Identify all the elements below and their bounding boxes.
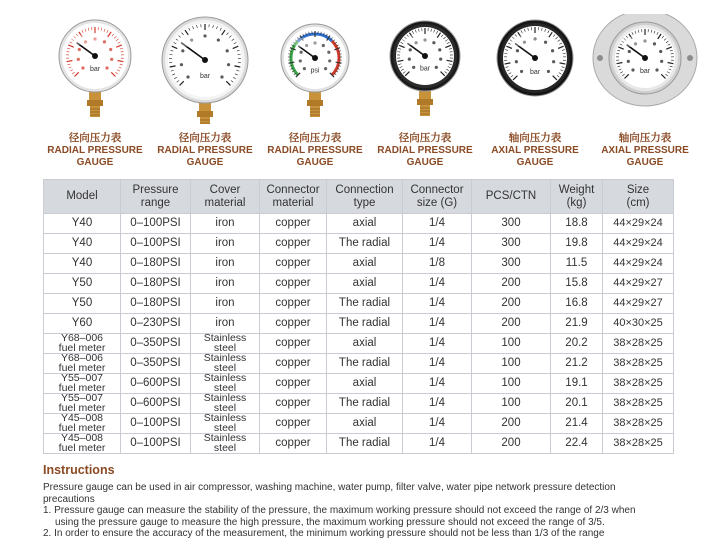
cell-size-g: 1/4 bbox=[403, 314, 472, 334]
cell-cover bbox=[191, 274, 260, 294]
cell-size-cm: 38×28×25 bbox=[603, 394, 674, 414]
cell-connector: copper bbox=[260, 314, 327, 334]
cell-size-cm: 44×29×24 bbox=[603, 254, 674, 274]
cell-line: iron bbox=[215, 237, 235, 249]
gauge-unit-label: psi bbox=[310, 67, 320, 75]
product-name-en: RADIAL PRESSURE bbox=[377, 145, 473, 156]
cell-size-cm: 44×29×24 bbox=[603, 214, 674, 234]
cell-size-g: 1/4 bbox=[403, 434, 472, 454]
column-header-line: PCS/CTN bbox=[485, 190, 537, 202]
column-header bbox=[603, 180, 674, 214]
cell-type: The radial bbox=[327, 434, 403, 454]
column-header bbox=[260, 180, 327, 214]
cell-pcs: 100 bbox=[472, 394, 551, 414]
pressure-gauge-image bbox=[40, 14, 150, 122]
table-body bbox=[44, 214, 674, 454]
column-header bbox=[44, 180, 121, 214]
cell-line: iron bbox=[215, 257, 235, 269]
cell-range: 0–350PSI bbox=[121, 334, 191, 354]
cell-model bbox=[44, 214, 121, 234]
gauge-icon bbox=[150, 14, 260, 124]
column-header-line: Connector bbox=[266, 183, 320, 196]
table-row bbox=[44, 434, 674, 454]
instruction-line: 2. In order to ensure the accuracy of the measurement, the minimum working pressure should not be less than 1/3 of the range bbox=[43, 528, 605, 539]
table-header-row bbox=[44, 180, 674, 214]
instructions-title: Instructions bbox=[43, 463, 115, 477]
cell-line: fuel meter bbox=[58, 421, 106, 434]
cell-range: 0–180PSI bbox=[121, 294, 191, 314]
cell-type: axial bbox=[327, 214, 403, 234]
cell-cover bbox=[191, 354, 260, 374]
product-card bbox=[40, 14, 150, 168]
gauge-icon bbox=[370, 14, 480, 124]
table-row bbox=[44, 394, 674, 414]
cell-model bbox=[44, 234, 121, 254]
cell-line: Y55–007 bbox=[60, 372, 104, 384]
column-header-line: material bbox=[204, 196, 246, 209]
cell-line: Y40 bbox=[71, 217, 93, 229]
instructions-body bbox=[43, 482, 683, 540]
cell-weight: 21.4 bbox=[551, 414, 603, 434]
cell-model bbox=[44, 294, 121, 314]
instruction-line: 1. Pressure gauge can measure the stability of the pressure, the maximum working pressure should not exceed the range of 2/3 when bbox=[43, 505, 636, 516]
cell-connector: copper bbox=[260, 394, 327, 414]
product-name-cn: 径向压力表 bbox=[288, 132, 342, 144]
cell-size-g: 1/4 bbox=[403, 334, 472, 354]
instruction-line: precautions bbox=[43, 493, 95, 505]
cell-weight: 11.5 bbox=[551, 254, 603, 274]
column-header-line: (cm) bbox=[626, 196, 650, 209]
cell-line: fuel meter bbox=[58, 361, 106, 374]
column-header-line: Connection bbox=[335, 183, 394, 196]
column-header-line: Size bbox=[626, 183, 650, 196]
instruction-line: Pressure gauge can be used in air compressor, washing machine, water pump, filter valve, water pipe network pressure detection bbox=[43, 482, 616, 493]
column-header-line: Pressure bbox=[132, 183, 179, 196]
pressure-gauge-image bbox=[370, 14, 480, 122]
cell-weight: 20.1 bbox=[551, 394, 603, 414]
cell-model bbox=[44, 274, 121, 294]
cell-size-cm: 38×28×25 bbox=[603, 354, 674, 374]
gauge-icon bbox=[40, 14, 150, 124]
cell-line: iron bbox=[215, 217, 235, 229]
column-header bbox=[121, 180, 191, 214]
cell-model bbox=[44, 414, 121, 434]
cell-model bbox=[44, 354, 121, 374]
product-name-cn: 径向压力表 bbox=[68, 132, 122, 144]
cell-connector: copper bbox=[260, 274, 327, 294]
gauge-unit-label: bar bbox=[419, 65, 431, 73]
cell-size-cm: 44×29×27 bbox=[603, 294, 674, 314]
cell-type: The radial bbox=[327, 314, 403, 334]
spec-table bbox=[43, 179, 674, 454]
cell-cover bbox=[191, 214, 260, 234]
column-header bbox=[472, 180, 551, 214]
gauge-unit-label: bar bbox=[529, 68, 541, 76]
cell-cover bbox=[191, 374, 260, 394]
cell-pcs: 100 bbox=[472, 374, 551, 394]
pressure-gauge-image bbox=[150, 14, 260, 122]
cell-size-g: 1/4 bbox=[403, 414, 472, 434]
product-name-en: AXIAL PRESSURE bbox=[491, 145, 579, 156]
product-name-cn: 径向压力表 bbox=[398, 132, 452, 144]
cell-model bbox=[44, 254, 121, 274]
cell-range: 0–180PSI bbox=[121, 274, 191, 294]
product-name-en-line2: GAUGE bbox=[186, 156, 224, 168]
cell-range: 0–100PSI bbox=[121, 214, 191, 234]
cell-line: steel bbox=[213, 361, 237, 374]
cell-connector: copper bbox=[260, 374, 327, 394]
column-header bbox=[551, 180, 603, 214]
cell-type: axial bbox=[327, 414, 403, 434]
cell-pcs: 300 bbox=[472, 214, 551, 234]
cell-size-cm: 38×28×25 bbox=[603, 434, 674, 454]
table-row bbox=[44, 214, 674, 234]
cell-cover bbox=[191, 314, 260, 334]
cell-size-cm: 38×28×25 bbox=[603, 374, 674, 394]
cell-cover bbox=[191, 414, 260, 434]
cell-line: Y68–006 bbox=[60, 352, 104, 364]
cell-line: Stainless bbox=[203, 432, 247, 444]
cell-model bbox=[44, 394, 121, 414]
gauge-icon bbox=[260, 14, 370, 124]
product-card bbox=[150, 14, 260, 168]
table-row bbox=[44, 354, 674, 374]
cell-line: Y40 bbox=[71, 257, 93, 269]
cell-weight: 18.8 bbox=[551, 214, 603, 234]
cell-range: 0–100PSI bbox=[121, 434, 191, 454]
cell-line: Stainless bbox=[203, 352, 247, 364]
cell-size-g: 1/4 bbox=[403, 354, 472, 374]
cell-line: steel bbox=[213, 421, 237, 434]
cell-connector: copper bbox=[260, 234, 327, 254]
cell-line: iron bbox=[215, 277, 235, 289]
cell-model bbox=[44, 434, 121, 454]
cell-size-cm: 44×29×27 bbox=[603, 274, 674, 294]
column-header bbox=[327, 180, 403, 214]
cell-line: fuel meter bbox=[58, 401, 106, 414]
column-header-line: type bbox=[353, 196, 376, 209]
cell-range: 0–600PSI bbox=[121, 374, 191, 394]
column-header-line: Weight bbox=[558, 183, 595, 196]
product-name-en: RADIAL PRESSURE bbox=[47, 145, 143, 156]
product-name-en-line2: GAUGE bbox=[296, 156, 334, 168]
cell-line: iron bbox=[215, 317, 235, 329]
cell-pcs: 100 bbox=[472, 354, 551, 374]
column-header bbox=[191, 180, 260, 214]
cell-model bbox=[44, 314, 121, 334]
table-row bbox=[44, 374, 674, 394]
cell-pcs: 300 bbox=[472, 234, 551, 254]
cell-connector: copper bbox=[260, 254, 327, 274]
cell-size-cm: 40×30×25 bbox=[603, 314, 674, 334]
cell-size-g: 1/8 bbox=[403, 254, 472, 274]
column-header-line: material bbox=[272, 196, 314, 209]
column-header-line: size (G) bbox=[416, 196, 458, 209]
cell-line: Stainless bbox=[203, 372, 247, 384]
instruction-line: using the pressure gauge to measure the high pressure, the maximum working pressure should not exceed the range of 3/5. bbox=[55, 516, 605, 528]
cell-range: 0–100PSI bbox=[121, 414, 191, 434]
cell-line: steel bbox=[213, 401, 237, 414]
cell-weight: 19.1 bbox=[551, 374, 603, 394]
cell-range: 0–100PSI bbox=[121, 234, 191, 254]
cell-type: axial bbox=[327, 334, 403, 354]
table-row bbox=[44, 254, 674, 274]
cell-size-g: 1/4 bbox=[403, 394, 472, 414]
gauge-unit-label: bar bbox=[89, 66, 101, 74]
cell-type: The radial bbox=[327, 354, 403, 374]
table-row bbox=[44, 314, 674, 334]
cell-type: axial bbox=[327, 374, 403, 394]
gauge-unit-label: bar bbox=[199, 73, 211, 81]
cell-line: Stainless bbox=[203, 412, 247, 424]
column-header-line: (kg) bbox=[566, 196, 587, 209]
cell-cover bbox=[191, 334, 260, 354]
cell-weight: 16.8 bbox=[551, 294, 603, 314]
cell-size-cm: 44×29×24 bbox=[603, 234, 674, 254]
cell-connector: copper bbox=[260, 414, 327, 434]
column-header-line: Connector bbox=[410, 183, 464, 196]
cell-weight: 22.4 bbox=[551, 434, 603, 454]
cell-line: fuel meter bbox=[58, 441, 106, 454]
cell-line: Y45–008 bbox=[60, 432, 104, 444]
cell-size-g: 1/4 bbox=[403, 274, 472, 294]
product-card bbox=[370, 14, 480, 168]
pressure-gauge-image bbox=[590, 14, 700, 122]
product-name-cn: 轴向压力表 bbox=[618, 132, 672, 144]
cell-line: steel bbox=[213, 441, 237, 454]
table-row bbox=[44, 274, 674, 294]
product-name-en-line2: GAUGE bbox=[516, 156, 554, 168]
cell-cover bbox=[191, 254, 260, 274]
cell-range: 0–350PSI bbox=[121, 354, 191, 374]
cell-line: iron bbox=[215, 297, 235, 309]
cell-pcs: 200 bbox=[472, 274, 551, 294]
gauge-icon bbox=[480, 14, 590, 124]
pressure-gauge-image bbox=[480, 14, 590, 122]
cell-line: Stainless bbox=[203, 392, 247, 404]
product-gallery bbox=[40, 14, 689, 174]
cell-cover bbox=[191, 294, 260, 314]
cell-weight: 21.2 bbox=[551, 354, 603, 374]
table-row bbox=[44, 414, 674, 434]
cell-size-g: 1/4 bbox=[403, 374, 472, 394]
cell-pcs: 100 bbox=[472, 334, 551, 354]
cell-weight: 20.2 bbox=[551, 334, 603, 354]
cell-line: Y68–006 bbox=[60, 332, 104, 344]
cell-connector: copper bbox=[260, 294, 327, 314]
gauge-icon bbox=[590, 14, 700, 124]
gauge-unit-label: bar bbox=[639, 68, 651, 76]
cell-weight: 15.8 bbox=[551, 274, 603, 294]
column-header bbox=[403, 180, 472, 214]
cell-line: steel bbox=[213, 341, 237, 354]
product-name-en-line2: GAUGE bbox=[626, 156, 664, 168]
table-row bbox=[44, 334, 674, 354]
cell-size-g: 1/4 bbox=[403, 214, 472, 234]
cell-line: Stainless bbox=[203, 332, 247, 344]
cell-line: Y50 bbox=[71, 297, 93, 309]
cell-range: 0–600PSI bbox=[121, 394, 191, 414]
cell-weight: 19.8 bbox=[551, 234, 603, 254]
cell-connector: copper bbox=[260, 214, 327, 234]
product-card bbox=[480, 14, 590, 168]
product-name-cn: 径向压力表 bbox=[178, 132, 232, 144]
cell-pcs: 200 bbox=[472, 314, 551, 334]
cell-line: fuel meter bbox=[58, 341, 106, 354]
product-card bbox=[260, 14, 370, 168]
cell-type: axial bbox=[327, 254, 403, 274]
pressure-gauge-image bbox=[260, 14, 370, 122]
cell-cover bbox=[191, 394, 260, 414]
cell-range: 0–230PSI bbox=[121, 314, 191, 334]
cell-cover bbox=[191, 434, 260, 454]
cell-model bbox=[44, 374, 121, 394]
cell-size-g: 1/4 bbox=[403, 234, 472, 254]
product-name-en-line2: GAUGE bbox=[406, 156, 444, 168]
cell-size-g: 1/4 bbox=[403, 294, 472, 314]
cell-model bbox=[44, 334, 121, 354]
column-header-line: range bbox=[140, 196, 171, 209]
cell-type: The radial bbox=[327, 394, 403, 414]
cell-line: Y50 bbox=[71, 277, 93, 289]
cell-line: fuel meter bbox=[58, 381, 106, 394]
cell-line: Y45–008 bbox=[60, 412, 104, 424]
cell-line: Y40 bbox=[71, 237, 93, 249]
product-name-en: RADIAL PRESSURE bbox=[267, 145, 363, 156]
product-card bbox=[590, 14, 700, 168]
cell-range: 0–180PSI bbox=[121, 254, 191, 274]
instructions-section bbox=[43, 462, 683, 540]
product-name-en: AXIAL PRESSURE bbox=[601, 145, 689, 156]
cell-pcs: 200 bbox=[472, 414, 551, 434]
product-name-en: RADIAL PRESSURE bbox=[157, 145, 253, 156]
cell-pcs: 200 bbox=[472, 294, 551, 314]
cell-size-cm: 38×28×25 bbox=[603, 414, 674, 434]
cell-line: Y60 bbox=[71, 317, 93, 329]
cell-line: steel bbox=[213, 381, 237, 394]
column-header-line: Model bbox=[66, 190, 98, 202]
cell-weight: 21.9 bbox=[551, 314, 603, 334]
cell-connector: copper bbox=[260, 434, 327, 454]
table-row bbox=[44, 234, 674, 254]
cell-cover bbox=[191, 234, 260, 254]
product-name-en-line2: GAUGE bbox=[76, 156, 114, 168]
cell-line: Y55–007 bbox=[60, 392, 104, 404]
cell-type: The radial bbox=[327, 294, 403, 314]
cell-size-cm: 38×28×25 bbox=[603, 334, 674, 354]
column-header-line: Cover bbox=[209, 183, 241, 196]
product-name-cn: 轴向压力表 bbox=[508, 132, 562, 144]
cell-connector: copper bbox=[260, 354, 327, 374]
cell-connector: copper bbox=[260, 334, 327, 354]
cell-pcs: 200 bbox=[472, 434, 551, 454]
cell-type: axial bbox=[327, 274, 403, 294]
cell-pcs: 300 bbox=[472, 254, 551, 274]
table-row bbox=[44, 294, 674, 314]
cell-type: The radial bbox=[327, 234, 403, 254]
